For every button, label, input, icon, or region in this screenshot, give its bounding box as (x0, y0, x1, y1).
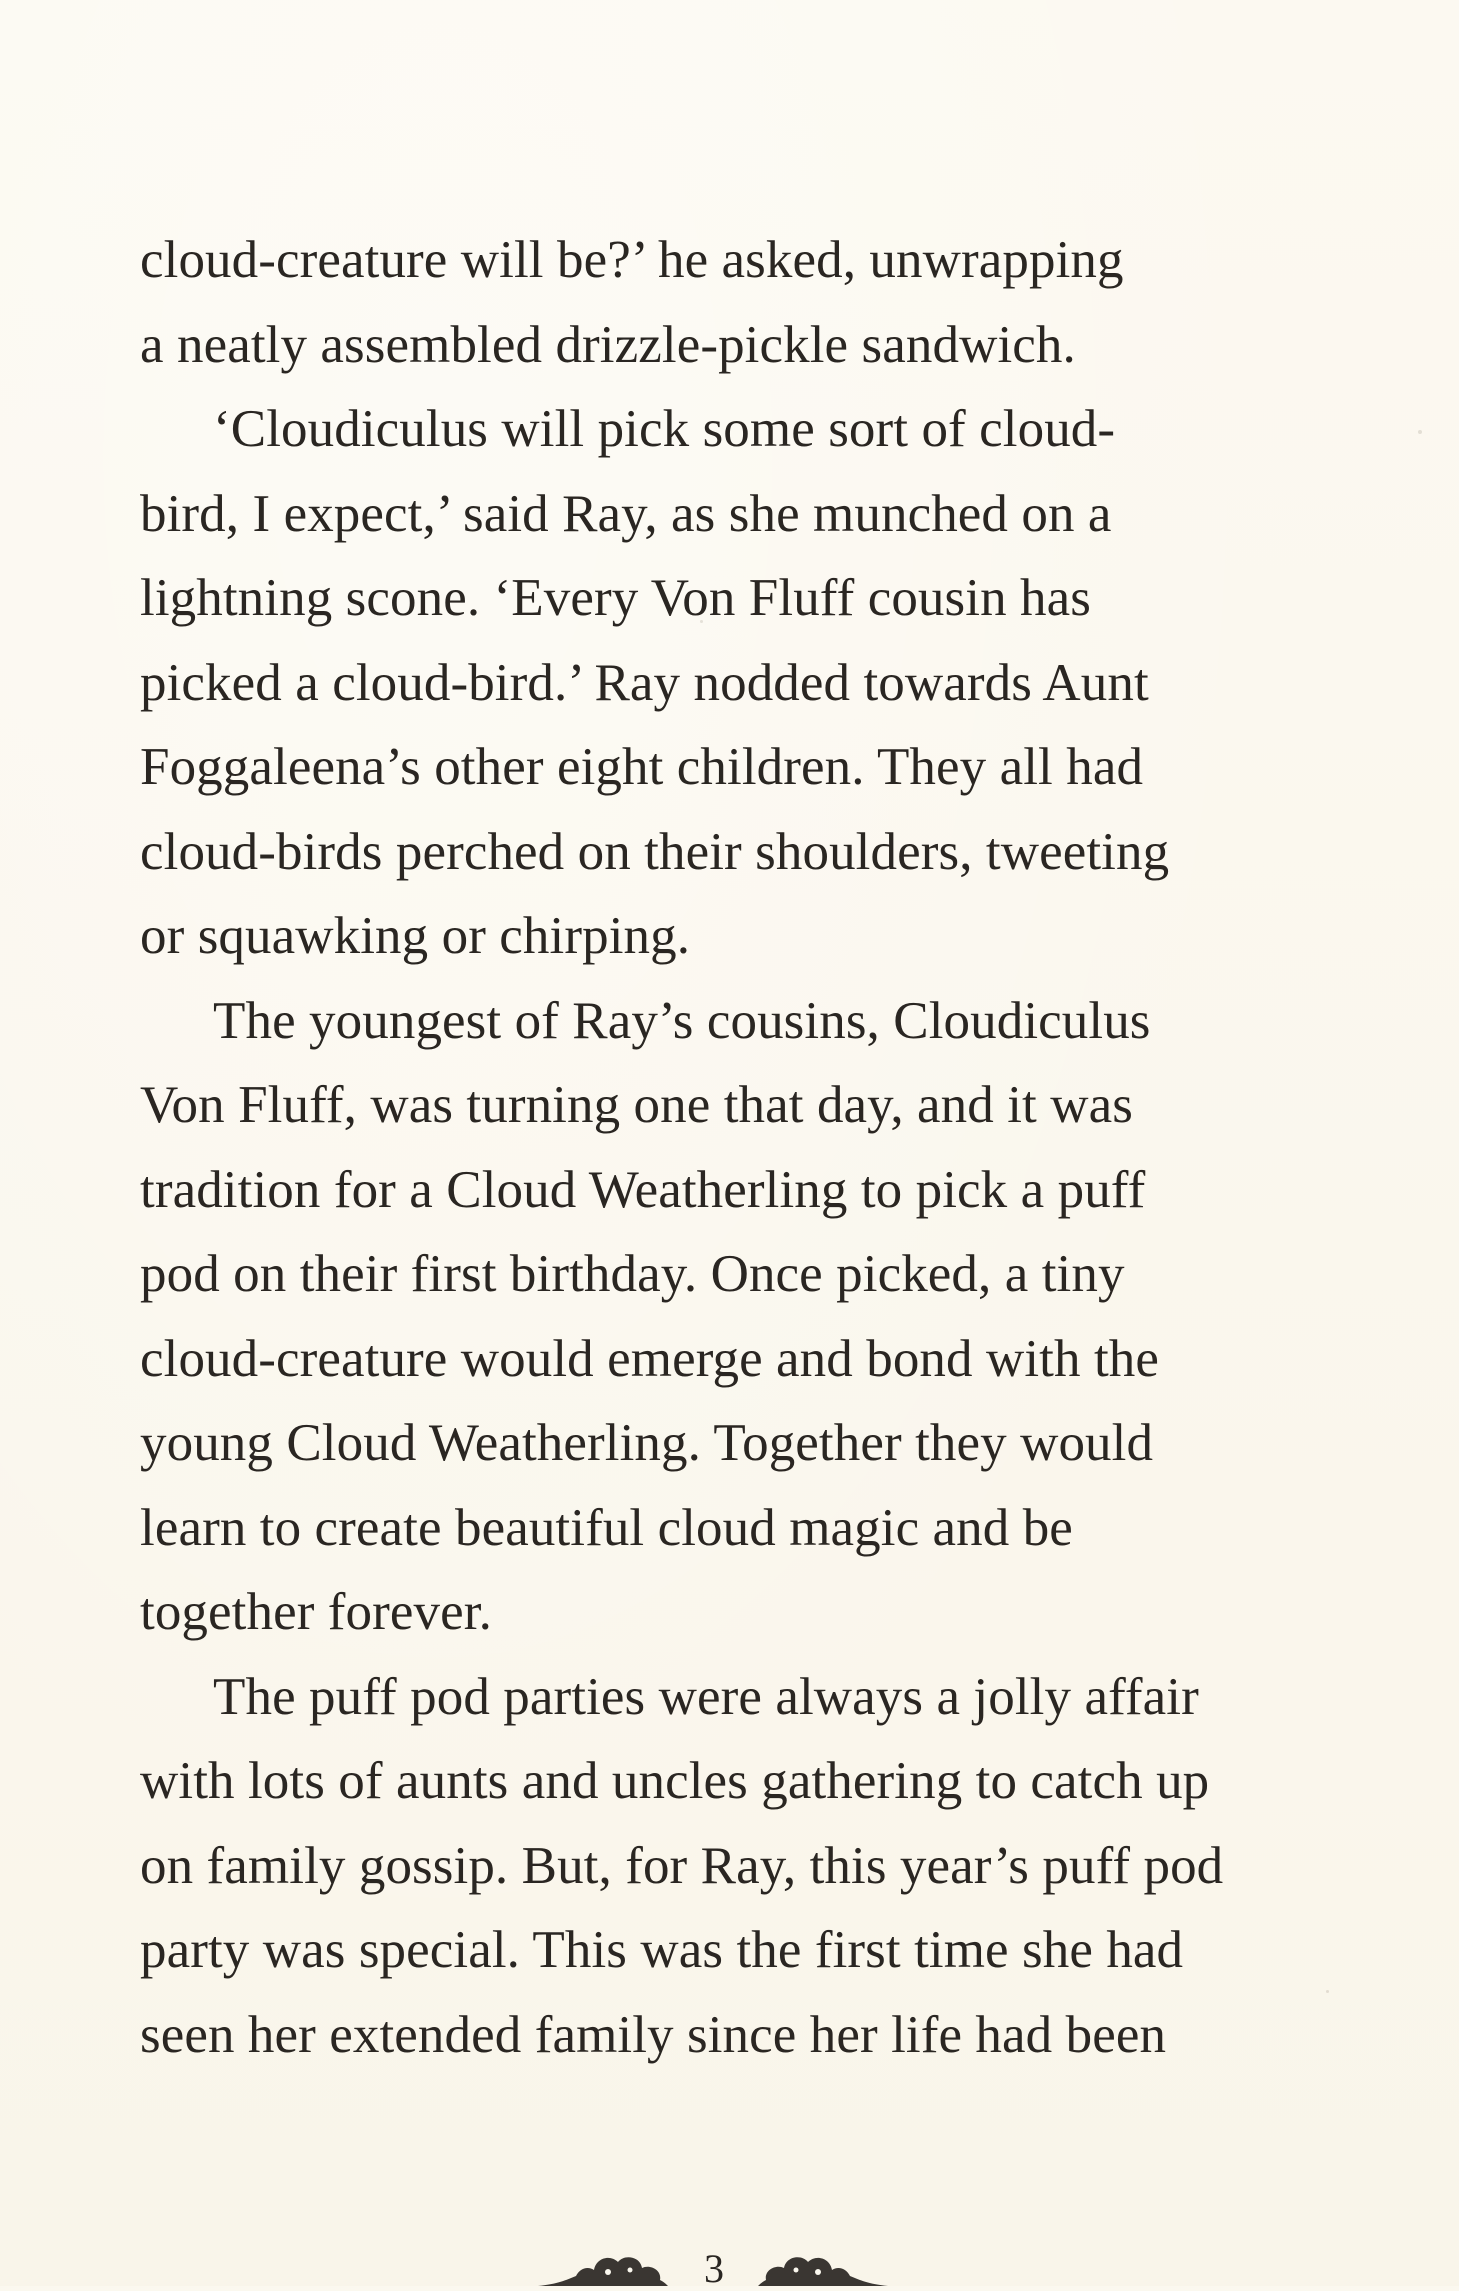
page-number: 3 (704, 2246, 724, 2291)
text-line: ‘Cloudiculus will pick some sort of cloud- (213, 400, 1116, 458)
text-line: Von Fluff, was turning one that day, and it was (140, 1076, 1133, 1134)
text-line: The puff pod parties were always a jolly affair (213, 1667, 1199, 1726)
text-line: picked a cloud-bird.’ Ray nodded towards Aunt (140, 653, 1149, 712)
text-line: cloud-creature will be?’ he asked, unwrapping (140, 231, 1124, 289)
text-line: young Cloud Weatherling. Together they would (140, 1414, 1154, 1472)
text-line: learn to create beautiful cloud magic and be (140, 1498, 1073, 1557)
paper-speck (1418, 430, 1422, 434)
text-line: cloud-birds perched on their shoulders, tweeting (140, 822, 1170, 881)
text-line: seen her extended family since her life had been (140, 2005, 1167, 2064)
text-line: lightning scone. ‘Every Von Fluff cousin has (140, 569, 1091, 627)
cloud-ornament-icon (758, 2250, 888, 2290)
text-line: Foggaleena’s other eight children. They all had (140, 738, 1144, 796)
text-line: a neatly assembled drizzle-pickle sandwich. (140, 315, 1076, 374)
body-text (140, 218, 1310, 2077)
text-line: on family gossip. But, for Ray, this year’s puff pod (140, 1836, 1224, 1895)
text-line: tradition for a Cloud Weatherling to pick a puff (140, 1160, 1146, 1219)
text-line: together forever. (140, 1583, 492, 1641)
page-footer (0, 2246, 1459, 2291)
text-line: or squawking or chirping. (140, 907, 691, 965)
text-line: pod on their first birthday. Once picked, a tiny (140, 1245, 1125, 1303)
text-line: bird, I expect,’ said Ray, as she munched on a (140, 484, 1112, 543)
paper-speck (1326, 1990, 1329, 1993)
text-line: party was special. This was the first time she had (140, 1921, 1184, 1979)
text-line: with lots of aunts and uncles gathering to catch up (140, 1752, 1210, 1810)
cloud-ornament-icon (538, 2250, 668, 2290)
text-line: The youngest of Ray’s cousins, Cloudiculus (213, 991, 1151, 1050)
text-line: cloud-creature would emerge and bond with the (140, 1329, 1160, 1388)
